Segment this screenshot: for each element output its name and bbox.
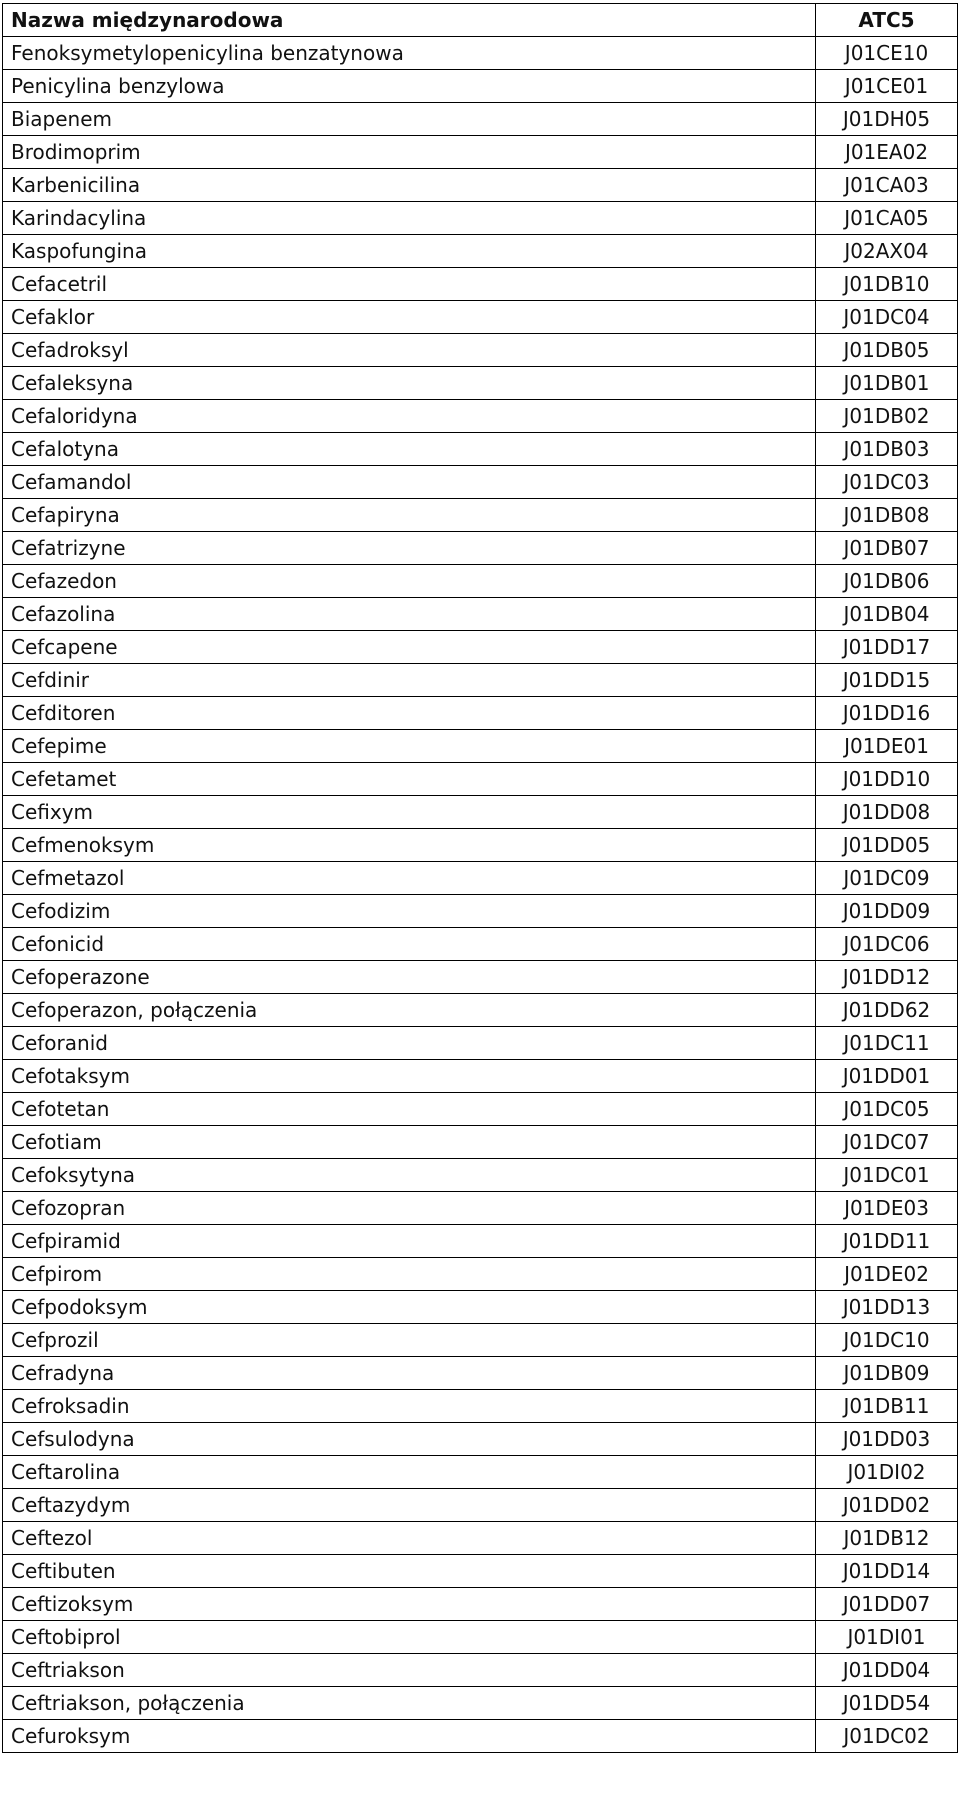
drug-name-cell: Cefazolina <box>3 598 816 631</box>
drug-name-cell: Cefonicid <box>3 928 816 961</box>
atc-code-cell: J01DD16 <box>816 697 958 730</box>
drug-name-cell: Cefetamet <box>3 763 816 796</box>
drug-name-cell: Biapenem <box>3 103 816 136</box>
table-row <box>3 565 958 598</box>
drug-name-cell: Cefepime <box>3 730 816 763</box>
drug-name-cell: Cefotetan <box>3 1093 816 1126</box>
atc-code-cell: J01DC06 <box>816 928 958 961</box>
drug-name-cell: Cefradyna <box>3 1357 816 1390</box>
atc-code-cell: J01DD14 <box>816 1555 958 1588</box>
table-row <box>3 1621 958 1654</box>
atc-code-cell: J01DC02 <box>816 1720 958 1753</box>
table-row <box>3 268 958 301</box>
atc-code-cell: J01DH05 <box>816 103 958 136</box>
atc-code-cell: J01DC01 <box>816 1159 958 1192</box>
table-row <box>3 598 958 631</box>
atc-code-cell: J01DD09 <box>816 895 958 928</box>
table-row <box>3 664 958 697</box>
drug-name-cell: Cefaleksyna <box>3 367 816 400</box>
atc-code-cell: J01DB10 <box>816 268 958 301</box>
drug-name-cell: Brodimoprim <box>3 136 816 169</box>
drug-name-cell: Cefatrizyne <box>3 532 816 565</box>
atc-code-cell: J01DD07 <box>816 1588 958 1621</box>
atc-code-cell: J01DE02 <box>816 1258 958 1291</box>
drug-name-cell: Ceftazydym <box>3 1489 816 1522</box>
table-row <box>3 1126 958 1159</box>
atc-code-cell: J01DD05 <box>816 829 958 862</box>
table-row <box>3 532 958 565</box>
atc-code-cell: J01DB04 <box>816 598 958 631</box>
table-row <box>3 1291 958 1324</box>
table-row <box>3 631 958 664</box>
drug-name-cell: Ceftibuten <box>3 1555 816 1588</box>
drug-name-cell: Cefuroksym <box>3 1720 816 1753</box>
table-row <box>3 1456 958 1489</box>
table-row <box>3 928 958 961</box>
table-row <box>3 433 958 466</box>
drug-name-cell: Cefpirom <box>3 1258 816 1291</box>
table-row <box>3 763 958 796</box>
drug-name-cell: Cefprozil <box>3 1324 816 1357</box>
table-row <box>3 1225 958 1258</box>
drug-name-cell: Ceftezol <box>3 1522 816 1555</box>
drug-name-cell: Cefozopran <box>3 1192 816 1225</box>
table-row <box>3 1060 958 1093</box>
atc-code-cell: J01CE10 <box>816 37 958 70</box>
drug-name-cell: Cefoksytyna <box>3 1159 816 1192</box>
atc-code-cell: J01DD54 <box>816 1687 958 1720</box>
table-row <box>3 1588 958 1621</box>
table-row <box>3 1489 958 1522</box>
atc-code-cell: J01DC09 <box>816 862 958 895</box>
table-body <box>3 37 958 1753</box>
table-row <box>3 1423 958 1456</box>
atc-code-cell: J01DD62 <box>816 994 958 1027</box>
drug-name-cell: Penicylina benzylowa <box>3 70 816 103</box>
atc-code-cell: J01DE01 <box>816 730 958 763</box>
drug-name-cell: Cefadroksyl <box>3 334 816 367</box>
atc-code-cell: J01DI01 <box>816 1621 958 1654</box>
drug-name-cell: Cefapiryna <box>3 499 816 532</box>
table-row <box>3 697 958 730</box>
drug-name-cell: Cefdinir <box>3 664 816 697</box>
atc-code-table <box>2 3 958 1753</box>
table-row <box>3 202 958 235</box>
drug-name-cell: Cefditoren <box>3 697 816 730</box>
table-row <box>3 1555 958 1588</box>
atc-code-cell: J01DC07 <box>816 1126 958 1159</box>
atc-code-cell: J01DC11 <box>816 1027 958 1060</box>
drug-name-cell: Cefotaksym <box>3 1060 816 1093</box>
table-header-row <box>3 4 958 37</box>
table-row <box>3 499 958 532</box>
table-row <box>3 37 958 70</box>
table-row <box>3 1027 958 1060</box>
atc-code-cell: J01DB08 <box>816 499 958 532</box>
atc-code-cell: J01DD12 <box>816 961 958 994</box>
table-row <box>3 1390 958 1423</box>
drug-name-cell: Cefcapene <box>3 631 816 664</box>
drug-name-cell: Fenoksymetylopenicylina benzatynowa <box>3 37 816 70</box>
table-row <box>3 1687 958 1720</box>
drug-name-cell: Karindacylina <box>3 202 816 235</box>
atc-code-cell: J01DC05 <box>816 1093 958 1126</box>
atc-code-cell: J01DC10 <box>816 1324 958 1357</box>
drug-name-cell: Cefaklor <box>3 301 816 334</box>
atc-code-cell: J01DD15 <box>816 664 958 697</box>
atc-code-cell: J01DB09 <box>816 1357 958 1390</box>
atc-code-cell: J01DB01 <box>816 367 958 400</box>
drug-name-cell: Cefamandol <box>3 466 816 499</box>
drug-name-cell: Cefoperazon, połączenia <box>3 994 816 1027</box>
drug-name-cell: Cefsulodyna <box>3 1423 816 1456</box>
table-row <box>3 169 958 202</box>
table-row <box>3 301 958 334</box>
drug-name-cell: Ceftizoksym <box>3 1588 816 1621</box>
table-row <box>3 796 958 829</box>
table-row <box>3 367 958 400</box>
table-row <box>3 400 958 433</box>
table-row <box>3 235 958 268</box>
table-row <box>3 1522 958 1555</box>
table-row <box>3 1654 958 1687</box>
atc-code-cell: J01DB02 <box>816 400 958 433</box>
table-row <box>3 334 958 367</box>
table-row <box>3 136 958 169</box>
table-row <box>3 1258 958 1291</box>
atc-code-cell: J01DB11 <box>816 1390 958 1423</box>
table-row <box>3 1324 958 1357</box>
drug-name-cell: Cefacetril <box>3 268 816 301</box>
drug-name-cell: Cefpiramid <box>3 1225 816 1258</box>
drug-name-cell: Ceftobiprol <box>3 1621 816 1654</box>
atc-code-cell: J01DB03 <box>816 433 958 466</box>
table-row <box>3 1720 958 1753</box>
column-header-name: Nazwa międzynarodowa <box>3 4 816 37</box>
table-row <box>3 1357 958 1390</box>
atc-code-cell: J01DD08 <box>816 796 958 829</box>
drug-name-cell: Ceftriakson, połączenia <box>3 1687 816 1720</box>
atc-code-cell: J01DB12 <box>816 1522 958 1555</box>
atc-code-cell: J01DD02 <box>816 1489 958 1522</box>
atc-code-cell: J01DC03 <box>816 466 958 499</box>
atc-code-cell: J01DI02 <box>816 1456 958 1489</box>
drug-name-cell: Cefoperazone <box>3 961 816 994</box>
atc-code-cell: J01DD17 <box>816 631 958 664</box>
drug-name-cell: Cefmenoksym <box>3 829 816 862</box>
atc-code-cell: J01DD03 <box>816 1423 958 1456</box>
column-header-atc5: ATC5 <box>816 4 958 37</box>
atc-code-cell: J01CE01 <box>816 70 958 103</box>
atc-code-cell: J01DB06 <box>816 565 958 598</box>
table-row <box>3 994 958 1027</box>
atc-code-cell: J02AX04 <box>816 235 958 268</box>
atc-code-cell: J01DD04 <box>816 1654 958 1687</box>
drug-name-cell: Karbenicilina <box>3 169 816 202</box>
atc-code-cell: J01EA02 <box>816 136 958 169</box>
drug-name-cell: Cefaloridyna <box>3 400 816 433</box>
atc-code-cell: J01DD11 <box>816 1225 958 1258</box>
drug-name-cell: Ceftriakson <box>3 1654 816 1687</box>
drug-name-cell: Cefpodoksym <box>3 1291 816 1324</box>
drug-name-cell: Cefixym <box>3 796 816 829</box>
atc-code-cell: J01DB05 <box>816 334 958 367</box>
drug-name-cell: Kaspofungina <box>3 235 816 268</box>
drug-name-cell: Cefodizim <box>3 895 816 928</box>
atc-code-cell: J01DD01 <box>816 1060 958 1093</box>
table-row <box>3 1192 958 1225</box>
drug-name-cell: Cefalotyna <box>3 433 816 466</box>
atc-code-cell: J01DB07 <box>816 532 958 565</box>
table-row <box>3 103 958 136</box>
atc-code-cell: J01DE03 <box>816 1192 958 1225</box>
table-row <box>3 862 958 895</box>
table-row <box>3 895 958 928</box>
table-row <box>3 1159 958 1192</box>
atc-code-cell: J01CA05 <box>816 202 958 235</box>
table-row <box>3 961 958 994</box>
atc-code-cell: J01DD10 <box>816 763 958 796</box>
drug-name-cell: Cefmetazol <box>3 862 816 895</box>
atc-code-cell: J01DD13 <box>816 1291 958 1324</box>
table-row <box>3 70 958 103</box>
drug-name-cell: Ceftarolina <box>3 1456 816 1489</box>
table-row <box>3 466 958 499</box>
drug-name-cell: Cefroksadin <box>3 1390 816 1423</box>
atc-code-cell: J01DC04 <box>816 301 958 334</box>
table-row <box>3 730 958 763</box>
drug-name-cell: Cefazedon <box>3 565 816 598</box>
drug-name-cell: Ceforanid <box>3 1027 816 1060</box>
drug-name-cell: Cefotiam <box>3 1126 816 1159</box>
table-row <box>3 829 958 862</box>
atc-code-cell: J01CA03 <box>816 169 958 202</box>
table-row <box>3 1093 958 1126</box>
